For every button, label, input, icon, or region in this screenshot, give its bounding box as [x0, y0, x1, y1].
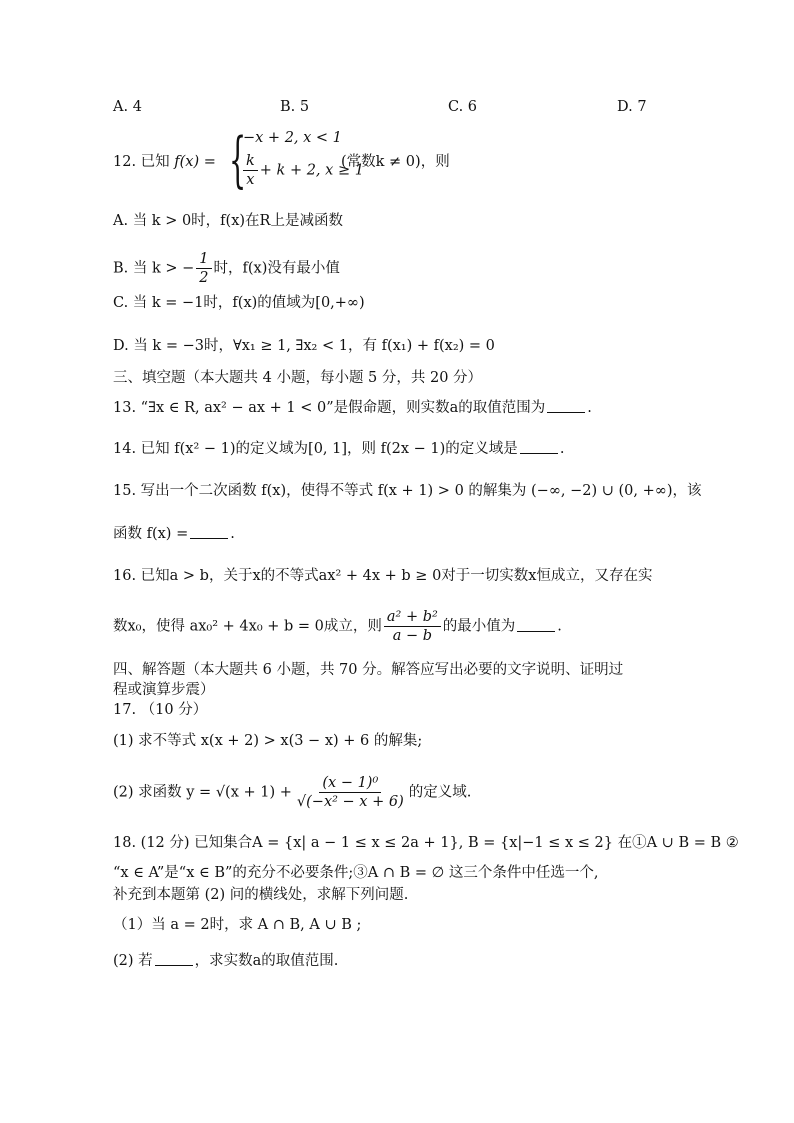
q18-part1: （1）当 a = 2时，求 A ∩ B, A ∪ B ; [113, 917, 362, 933]
question-14 [113, 441, 564, 457]
q18-part2 [113, 953, 338, 969]
q12-option-b-num: 1 [196, 250, 211, 269]
section-4-heading-2: 程或演算步震） [113, 682, 215, 698]
q17-frac-num: (x − 1)⁰ [319, 774, 381, 793]
q12-case2-rest: + k + 2, x ≥ 1 [259, 162, 364, 179]
option-c: C. 6 [448, 99, 478, 115]
q16-line2 [113, 608, 562, 645]
q18-part2-pre: (2) 若 [113, 953, 153, 969]
q16-frac-den: a − b [392, 628, 432, 645]
q14-end: . [559, 441, 565, 457]
q16-frac-num: a² + b² [384, 608, 441, 627]
q18-line3: 补充到本题第 (2) 问的横线处，求解下列问题. [113, 887, 409, 903]
q12-option-b-den: 2 [199, 270, 209, 287]
q12-lead: 12. 已知 [113, 154, 170, 170]
q18-line1: 18. (12 分) 已知集合A = {x| a − 1 ≤ x ≤ 2a + 1}, B = {x|−1 ≤ x ≤ 2} 在①A ∪ B = B ② [113, 835, 739, 851]
q12-option-d: D. 当 k = −3时，∀x₁ ≥ 1, ∃x₂ < 1，有 f(x₁) + f(x₂) = 0 [113, 338, 495, 354]
q15-line1: 15. 写出一个二次函数 f(x)，使得不等式 f(x + 1) > 0 的解集为 (−∞, −2) ∪ (0, +∞)，该 [113, 483, 702, 499]
q12-case2-num: k [243, 152, 258, 171]
q17-part1: (1) 求不等式 x(x + 2) > x(3 − x) + 6 的解集; [113, 733, 423, 749]
q12-func: f(x) = [174, 154, 216, 170]
q17-frac-den: √(−x² − x + 6) [296, 794, 404, 811]
answer-blank [190, 526, 228, 539]
question-13 [113, 400, 592, 416]
q15-line2-end: . [230, 526, 235, 542]
option-d: D. 7 [617, 99, 647, 115]
answer-blank [155, 953, 193, 966]
section-3-heading: 三、填空题（本大题共 4 小题，每小题 5 分，共 20 分） [113, 370, 483, 386]
q12-after: (常数k ≠ 0)，则 [341, 154, 450, 170]
answer-blank [517, 619, 555, 632]
q16-line1: 16. 已知a > b，关于x的不等式ax² + 4x + b ≥ 0对于一切实数x恒成立，又存在实 [113, 568, 653, 584]
q12-option-a: A. 当 k > 0时，f(x)在R上是减函数 [113, 213, 343, 229]
q13-text: 13. “∃x ∈ R, ax² − ax + 1 < 0”是假命题，则实数a的取值范围为 [113, 400, 546, 416]
q17-part2 [113, 774, 471, 811]
q12-case2-den: x [246, 172, 255, 189]
q15-line2-pre: 函数 f(x) = [113, 526, 189, 542]
answer-blank [547, 400, 585, 413]
q12-case1: −x + 2, x < 1 [243, 130, 342, 146]
q16-end: . [557, 618, 562, 635]
q12-option-b-pre: B. 当 k > − [113, 260, 195, 277]
answer-blank [520, 441, 558, 454]
q16-line2-pre: 数x₀，使得 ax₀² + 4x₀ + b = 0成立，则 [113, 618, 382, 635]
piecewise-brace: { [229, 125, 247, 195]
q13-end: . [587, 400, 592, 416]
q12-option-b-post: 时，f(x)没有最小值 [213, 260, 340, 277]
section-4-heading-1: 四、解答题（本大题共 6 小题，共 70 分。解答应写出必要的文字说明、证明过 [113, 662, 624, 678]
q14-text: 14. 已知 f(x² − 1)的定义域为[0, 1]，则 f(2x − 1)的定义域是 [113, 441, 518, 457]
q12-option-b [113, 250, 340, 287]
q17-part2-pre: (2) 求函数 y = √(x + 1) + [113, 784, 292, 801]
option-a: A. 4 [113, 99, 142, 115]
q17-part2-post: 的定义域. [408, 784, 472, 801]
q18-line2: “x ∈ A”是“x ∈ B”的充分不必要条件;③A ∩ B = ∅ 这三个条件中任选一个, [113, 865, 599, 881]
q12-option-c: C. 当 k = −1时，f(x)的值域为[0,+∞) [113, 295, 365, 311]
q17-head: 17. （10 分） [113, 702, 208, 718]
option-b: B. 5 [280, 99, 310, 115]
q15-line2 [113, 526, 235, 542]
q16-line2-post: 的最小值为 [442, 618, 516, 635]
q18-part2-post: ，求实数a的取值范围. [194, 953, 339, 969]
